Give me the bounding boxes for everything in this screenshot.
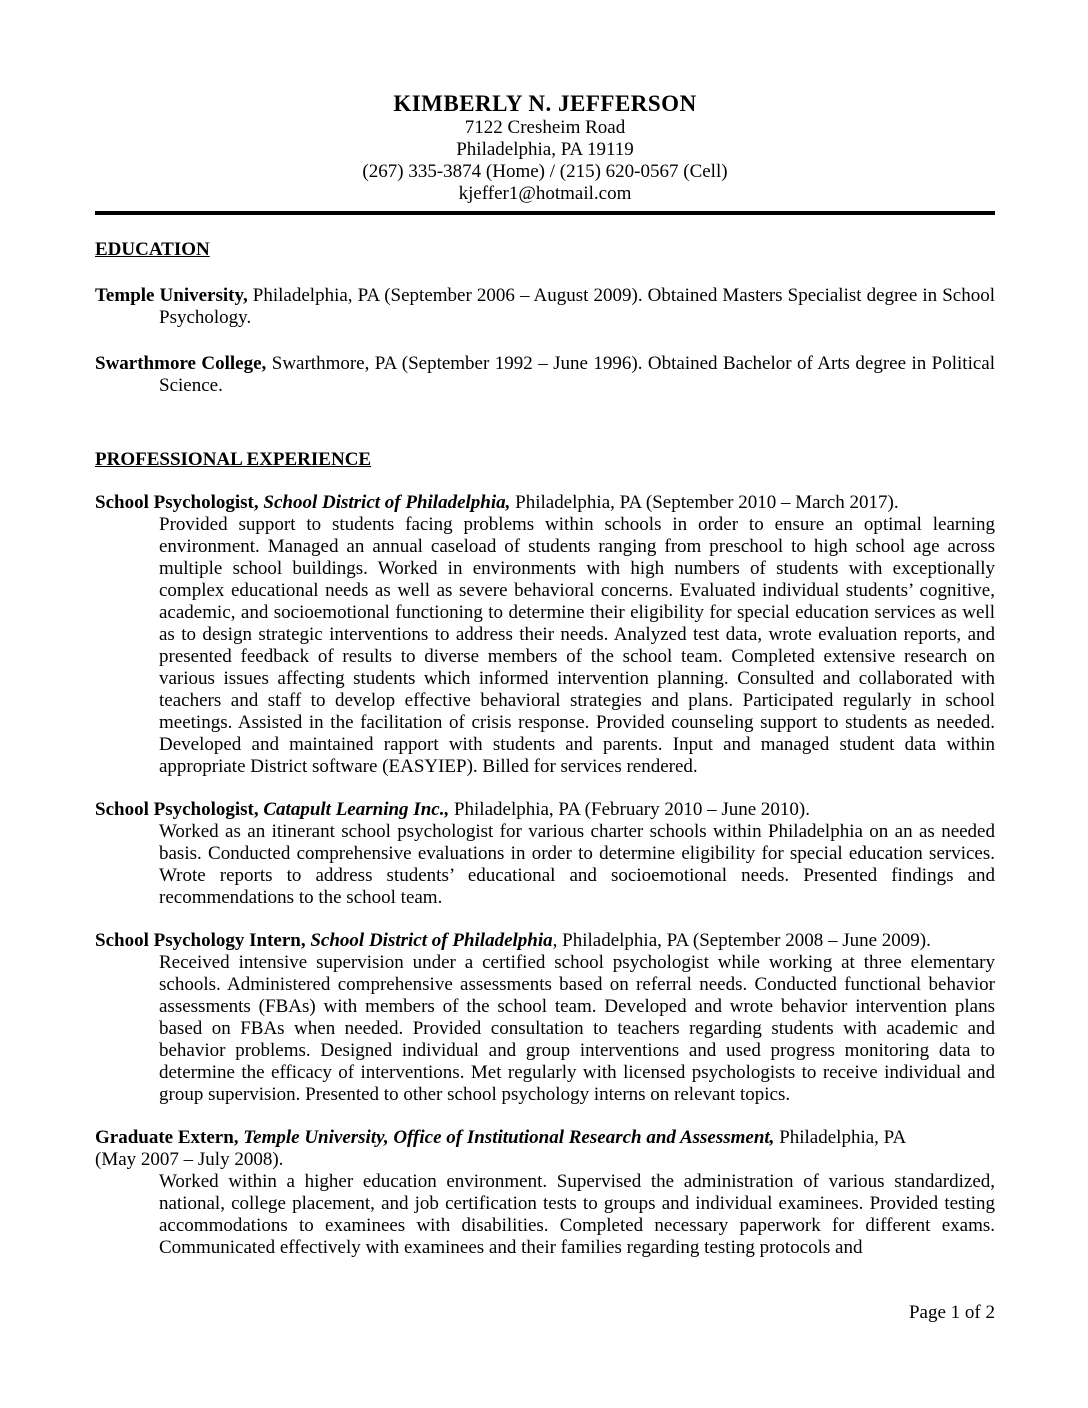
job-description: Worked within a higher education environment. Supervised the administration of various standardized, national, college placement, and job certification tests to groups and individual examinees. Provided testing accommodations to examinees with disabilities. Completed necessary paperwork for different exams. Communicated effectively with examinees and their families regarding testing protocols and xyxy=(159,1171,995,1258)
job-entry xyxy=(95,930,995,1106)
job-organization: School District of Philadelphia xyxy=(310,930,553,951)
education-heading: EDUCATION xyxy=(95,239,210,260)
job-heading xyxy=(95,1127,995,1171)
job-organization: School District of Philadelphia, xyxy=(263,492,511,513)
job-meta: , Philadelphia, PA (September 2008 – June 2009). xyxy=(552,930,931,951)
experience-section xyxy=(95,449,995,1259)
job-title: Graduate Extern, xyxy=(95,1127,244,1148)
job-heading xyxy=(95,930,995,952)
job-meta: Philadelphia, PA (September 2010 – March 2017). xyxy=(510,492,899,513)
job-description: Worked as an itinerant school psychologist for various charter schools within Philadelphia on an as needed basis. Conducted comprehensive evaluations in order to determine eligibility for special education services. Wrote reports to address students’ educational and socioemotional needs. Presented findings and recommendations to the school team. xyxy=(159,821,995,908)
address-line-2: Philadelphia, PA 19119 xyxy=(456,139,634,160)
job-title: School Psychologist, xyxy=(95,799,264,820)
job-title: School Psychology Intern, xyxy=(95,930,311,951)
job-title: School Psychologist, xyxy=(95,492,264,513)
job-description: Received intensive supervision under a certified school psychologist while working at three elementary schools. Administered comprehensive assessments based on referral needs. Conducted functional behavior assessments (FBAs) with members of the school team. Developed and wrote behavior intervention plans based on FBAs when needed. Provided consultation to teachers regarding students with academic and behavior problems. Designed individual and group interventions and used progress monitoring data to determine the efficacy of interventions. Met regularly with licensed psychologists to receive individual and group supervision. Presented to other school psychology interns on relevant topics. xyxy=(159,952,995,1105)
email-address: kjeffer1@hotmail.com xyxy=(458,183,632,204)
job-heading xyxy=(95,492,995,514)
education-section xyxy=(95,239,995,397)
page-number: Page 1 of 2 xyxy=(908,1302,995,1323)
job-entry xyxy=(95,492,995,778)
education-entry xyxy=(95,353,995,397)
job-meta: Philadelphia, PA (February 2010 – June 2010). xyxy=(449,799,810,820)
resume-header xyxy=(95,90,995,205)
job-organization: Temple University, Office of Institutional Research and Assessment, xyxy=(243,1127,775,1148)
job-description: Provided support to students facing problems within schools in order to ensure an optimal learning environment. Managed an annual caseload of students ranging from preschool to high school age across multiple school buildings. Worked in environments with high numbers of students with exceptionally complex educational needs as well as severe behavioral concerns. Evaluated individual students’ cognitive, academic, and socioemotional functioning to determine their eligibility for special education services as well as to design strategic interventions to address their needs. Analyzed test data, wrote evaluation reports, and presented feedback of results to diverse members of the school team. Completed extensive research on various issues affecting students which informed intervention planning. Consulted and collaborated with teachers and staff to develop effective behavioral strategies and plans. Participated regularly in school meetings. Assisted in the facilitation of crisis response. Provided counseling support to students as needed. Developed and maintained rapport with students and parents. Input and managed student data within appropriate District software (EASYIEP). Billed for services rendered. xyxy=(159,514,995,777)
job-meta-dates: (May 2007 – July 2008). xyxy=(95,1149,284,1170)
job-organization: Catapult Learning Inc., xyxy=(263,799,450,820)
education-entry xyxy=(95,285,995,329)
job-entry xyxy=(95,1127,995,1259)
job-meta: Philadelphia, PA xyxy=(774,1127,907,1148)
job-entry xyxy=(95,799,995,909)
phone-line: (267) 335-3874 (Home) / (215) 620-0567 (Cell) xyxy=(362,161,728,182)
address-line-1: 7122 Cresheim Road xyxy=(464,117,626,138)
institution-name: Temple University, xyxy=(95,285,248,306)
institution-name: Swarthmore College, xyxy=(95,353,267,374)
job-heading xyxy=(95,799,995,821)
candidate-name: KIMBERLY N. JEFFERSON xyxy=(393,91,697,116)
header-divider xyxy=(95,211,995,215)
education-details: Philadelphia, PA (September 2006 – August 2009). Obtained Masters Specialist degree in School Psychology. xyxy=(159,285,995,328)
education-details: Swarthmore, PA (September 1992 – June 1996). Obtained Bachelor of Arts degree in Political Science. xyxy=(159,353,995,396)
experience-heading: PROFESSIONAL EXPERIENCE xyxy=(95,449,372,470)
